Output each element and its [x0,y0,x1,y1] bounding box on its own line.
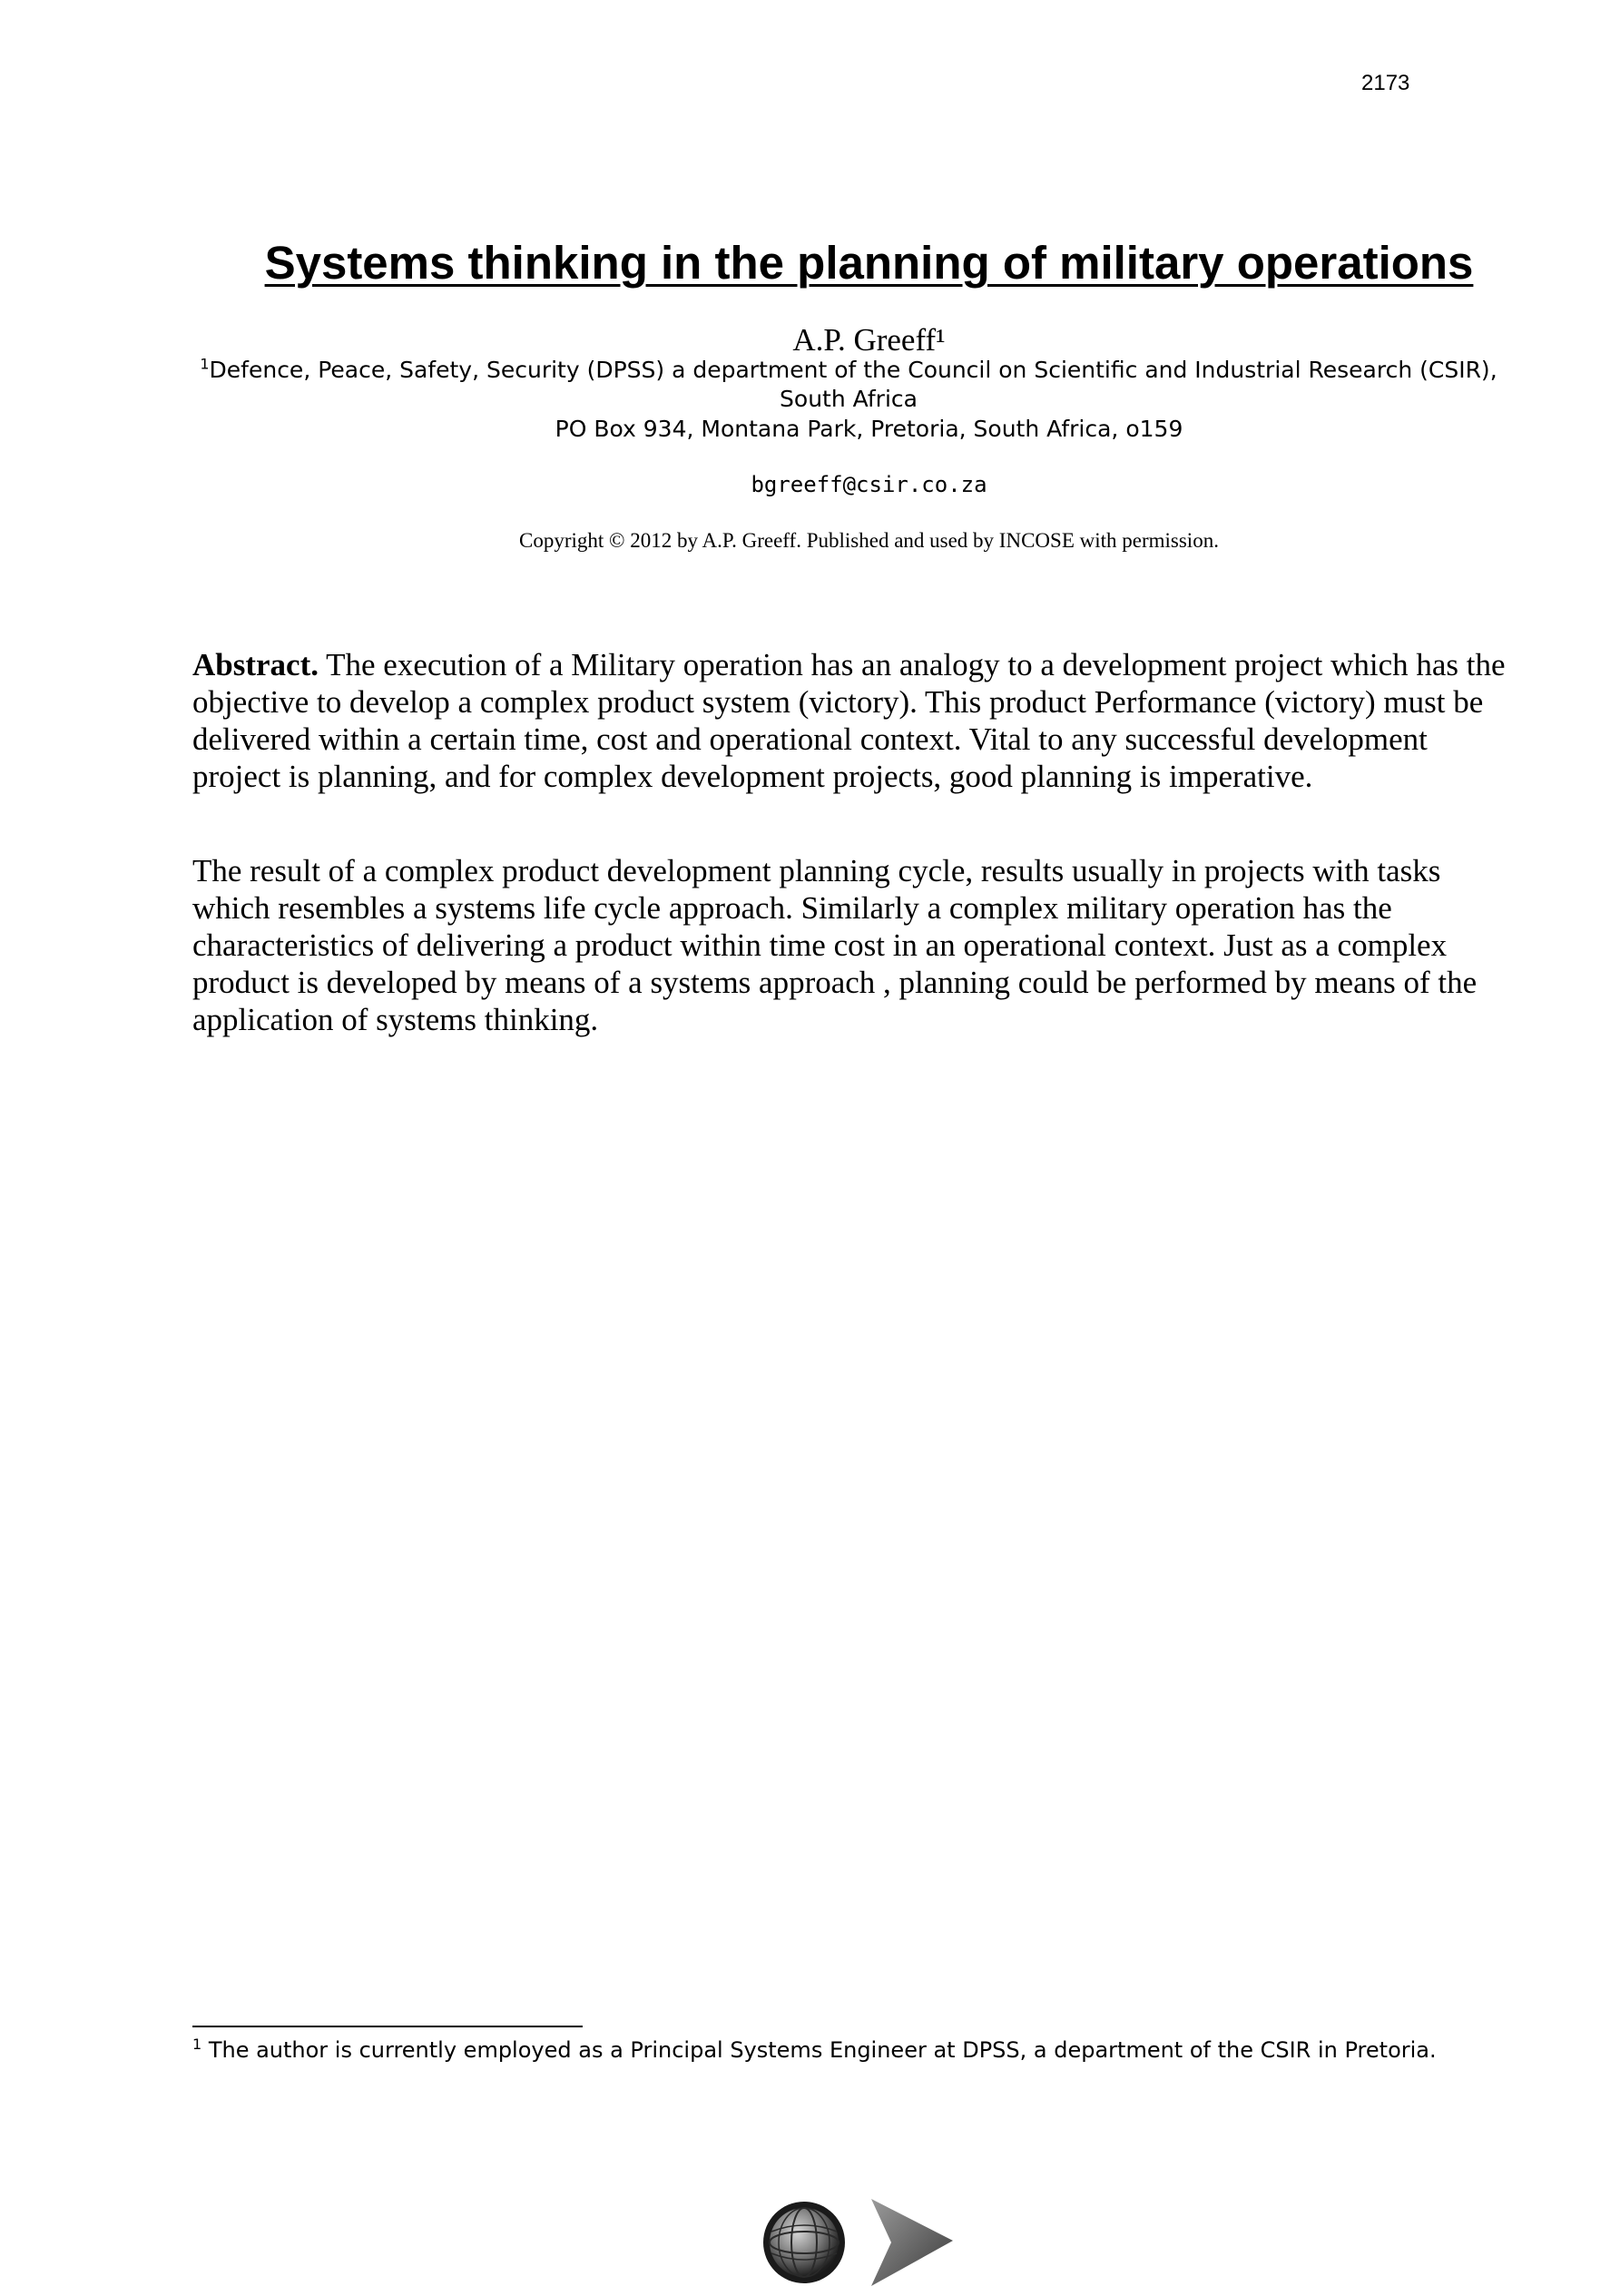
body-paragraph: The result of a complex product development planning cycle, results usually in projects with tasks which resembles a systems life cycle approach. Similarly a complex military operation has the characteristics of delivering a product within time cost in an operational context. Just as a complex product is developed by means of a systems approach , planning could be performed by means of the application of systems thinking. [192,853,1478,1037]
page-number: 2173 [1361,71,1410,95]
next-arrow-icon [871,2199,953,2286]
footnote-text: The author is currently employed as a Principal Systems Engineer at DPSS, a department of the CSIR in Pretoria. [201,2037,1437,2063]
globe-icon [763,2202,845,2283]
copyright-notice: Copyright © 2012 by A.P. Greeff. Published and used by INCOSE with permission. [519,529,1219,552]
abstract-label: Abstract. [192,647,319,682]
author-email: bgreeff@csir.co.za [751,472,987,497]
footnote-marker: 1 [192,2036,202,2053]
author-affiliation [182,356,1516,414]
abstract-text: The execution of a Military operation has an analogy to a development project which has the objective to develop a complex product system (victory). This product Performance (victory) must be delivered within a certain time, cost and operational context. Vital to any successful development project is planning, and for complex development projects, good planning is imperative. [192,647,1506,794]
abstract-paragraph [192,646,1508,795]
footnote [192,2037,1554,2063]
footnote-divider [192,2026,583,2027]
paper-title: Systems thinking in the planning of military operations [264,237,1474,289]
conference-logo [762,2192,962,2291]
author-address: PO Box 934, Montana Park, Pretoria, South Africa, o159 [555,416,1183,442]
affiliation-marker: 1 [200,355,210,373]
affiliation-text: Defence, Peace, Safety, Security (DPSS) a department of the Council on Scientific and Industrial Research (CSIR), South Africa [209,357,1497,412]
author-name: A.P. Greeff¹ [792,322,946,358]
